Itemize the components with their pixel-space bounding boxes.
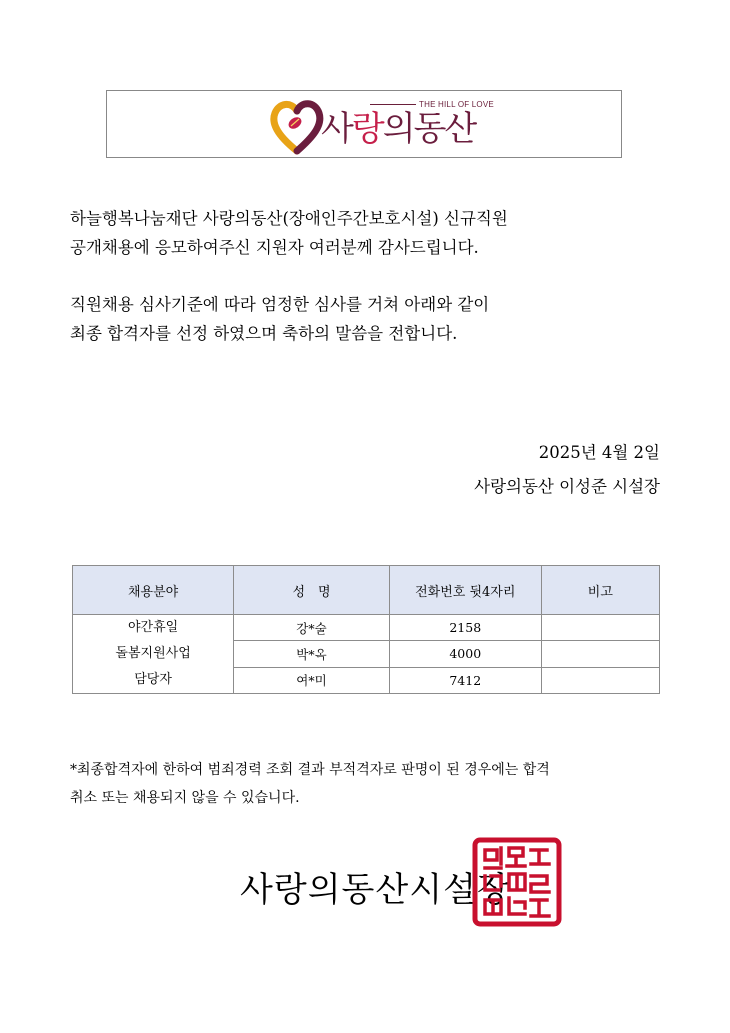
applicant-note — [541, 641, 659, 667]
applicant-name: 강*술 — [234, 615, 390, 641]
header-name: 성 명 — [234, 566, 390, 615]
table-header-row — [73, 566, 660, 615]
logo-tagline: THE HILL OF LOVE — [370, 100, 494, 109]
category-cell: 야간휴일 돌봄지원사업 담당자 — [73, 615, 234, 694]
intro-line: 하늘행복나눔재단 사랑의동산(장애인주간보호시설) 신규직원 — [70, 209, 508, 228]
header-category: 채용분야 — [73, 566, 234, 615]
applicant-name: 여*미 — [234, 667, 390, 693]
intro-line: 공개채용에 응모하여주신 지원자 여러분께 감사드립니다. — [70, 238, 479, 257]
disclaimer-note: *최종합격자에 한하여 범죄경력 조회 결과 부적격자로 판명이 된 경우에는 합격 취소 또는 채용되지 않을 수 있습니다. — [70, 762, 550, 806]
intro-line: 최종 합격자를 선정 하였으며 축하의 말씀을 전합니다. — [70, 324, 458, 343]
applicant-name: 박*옥 — [234, 641, 390, 667]
header-phone: 전화번호 뒷4자리 — [389, 566, 541, 615]
signature-text: 사랑의동산시설장 — [240, 870, 511, 910]
applicant-note — [541, 667, 659, 693]
logo-name: 사랑의동산 — [321, 109, 476, 149]
applicant-phone: 4000 — [389, 641, 541, 667]
signer-name: 사랑의동산 이성준 시설장 — [474, 477, 660, 496]
date-signer-block — [474, 436, 660, 504]
logo-banner — [106, 90, 622, 158]
intro-paragraph-1 — [70, 204, 508, 262]
intro-line: 직원채용 심사기준에 따라 엄정한 심사를 거쳐 아래와 같이 — [70, 295, 490, 314]
intro-paragraph-2 — [70, 290, 489, 348]
applicant-phone: 7412 — [389, 667, 541, 693]
applicant-phone: 2158 — [389, 615, 541, 641]
announcement-date: 2025년 4월 2일 — [538, 443, 660, 462]
result-table — [72, 565, 660, 694]
heart-logo-icon — [267, 93, 327, 155]
header-note: 비고 — [541, 566, 659, 615]
applicant-note — [541, 615, 659, 641]
official-seal-icon — [471, 836, 563, 928]
table-row — [73, 615, 660, 641]
